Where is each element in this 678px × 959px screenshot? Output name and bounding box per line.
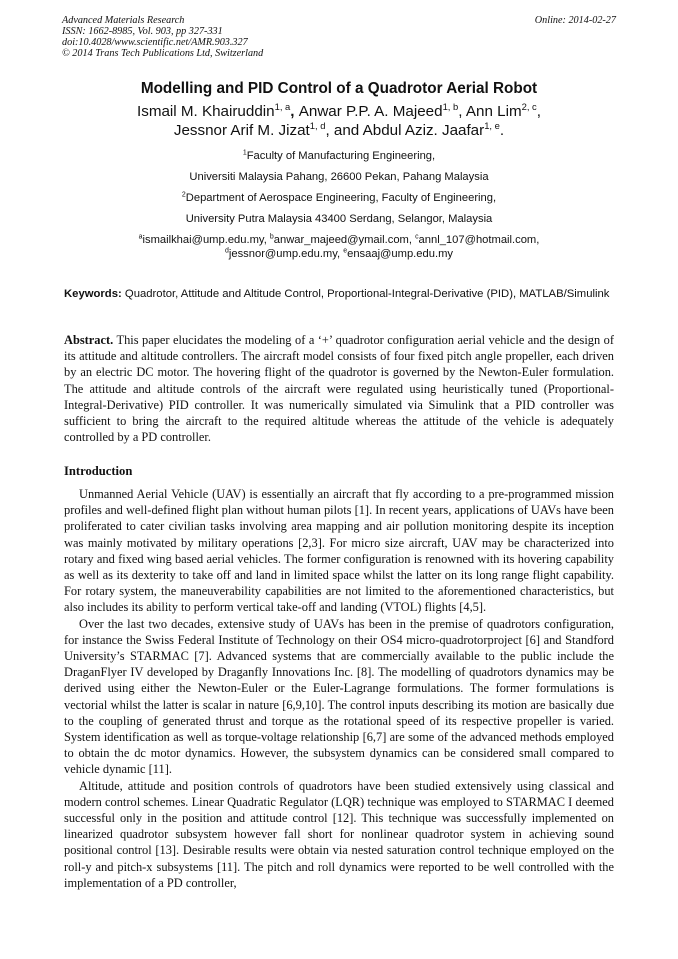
keywords (64, 287, 614, 301)
author-line-1 (0, 102, 678, 121)
author-sep: , (536, 103, 541, 120)
email-list: $^a$ismailkhai@ump.edu.my, $^b$anwar_majeed@ymail.com, $^c$annl_107@hotmail.com, $^d$jessnor@ump.edu.my, $^e$ensaaj@ump.edu.my (138, 233, 540, 260)
author-name: Anwar P.P. A. Majeed (298, 103, 443, 120)
abstract-text: This paper elucidates the modeling of a ‘+’ quadrotor configuration aerial vehicle and the design of its attitude and altitude controllers. The aircraft model consists of four fixed pitch angle propeller, each driven by an electric DC motor. The hovering flight of the quadrotor is governed by the Newton-Euler formulation. The attitude and altitude controls of the aircraft were regulated using heuristically tuned (Proportional-Integral-Derivative) PID controller. It was numerically simulated via Simulink that a PID controller was sufficient to bring the aircraft to the required altitude whereas the attitude of the vehicle is adequately controlled by a PD controller. (64, 333, 614, 445)
doi-line: doi:10.4028/www.scientific.net/AMR.903.327 (62, 37, 248, 48)
journal-header (62, 15, 616, 59)
email-link[interactable]: ismailkhai@ump.edu.my (142, 234, 264, 246)
author-name: Ismail M. Khairuddin (137, 103, 275, 120)
email-link[interactable]: annl_107@hotmail.com (418, 234, 537, 246)
affiliation-1-line-2: Universiti Malaysia Pahang, 26600 Pekan, Pahang Malaysia (189, 171, 489, 183)
author-name: Ann Lim (465, 103, 522, 120)
author-sep: , (458, 103, 466, 120)
abstract-label: Abstract. (64, 333, 114, 347)
affiliation-1-line-1: $^1$Faculty of Manufacturing Engineering, (242, 149, 436, 162)
author-sep: , and (325, 122, 363, 139)
author-sep: . (499, 122, 505, 139)
online-date: Online: 2014-02-27 (534, 15, 616, 26)
paragraph: Unmanned Aerial Vehicle (UAV) is essentially an aircraft that fly according to a pre-programmed mission profiles and well-defined flight plan without human pilots [1]. In recent years, applications of UAVs have been proliferated to cater civilian tasks involving area mapping and air pollution monitoring despite its inception was mainly motivated by military operations [2,3]. For micro size aircraft, UAV may be characterized into rotary and fixed wing based aerial vehicles. The former configuration is renowned with its hovering capability as well as its dexterity to take off and land in limited space whilst the latter on its long range flight capability. For rotary system, the maneuverability capabilities are not limited to the aforementioned characteristics, but also includes its ability to perform vertical take-off and landing (VTOL) flights [4,5]. (64, 487, 614, 615)
affiliation-2-line-2: University Putra Malaysia 43400 Serdang, Selangor, Malaysia (185, 213, 493, 225)
affiliation-sup: 1 (242, 149, 247, 157)
author-sup: 1, d (309, 119, 326, 131)
paragraph: Over the last two decades, extensive study of UAVs has been in the premise of quadrotors configuration, for instance the Swiss Federal Institute of Technology on their OS4 micro-quadrotorproject [6] and Standford University’s STARMAC [7]. Advanced systems that are commercially available to the public include the DraganFlyer IV developed by Draganfly Innovations Inc. [8]. The modelling of quadrotors dynamics may be derived using either the Newton-Euler or the Euler-Lagrange formulations. The former formulations is vectorial whilst the latter is scalar in nature [6,9,10]. The control inputs describing its motion are basically due to the coupling of generated thrust and torque as the rotational speed of its respective propeller is varied. System identification as well as torque-voltage relationship [6,7] are some of the advanced methods employed to obtain the dc motor dynamics. However, the subsystem dynamics can be considered small compared to vehicle dynamic [11]. (64, 616, 614, 777)
author-list (0, 102, 678, 140)
author-sup: 2, c (521, 100, 537, 112)
author-sup: 1, a (274, 100, 291, 112)
author-sep: , (290, 103, 299, 120)
email-link[interactable]: jessnor@ump.edu.my (228, 248, 338, 260)
keywords-text: Quadrotor, Attitude and Altitude Control, Proportional-Integral-Derivative (PID), MATLAB/Simulink (124, 288, 610, 300)
copyright-line: © 2014 Trans Tech Publications Ltd, Switzerland (62, 48, 264, 59)
introduction-body (64, 486, 614, 891)
email-link[interactable]: anwar_majeed@ymail.com (273, 234, 409, 246)
paragraph: Altitude, attitude and position controls of quadrotors have been studied extensively using classical and modern control schemes. Linear Quadratic Regulator (LQR) technique was employed to STARMAC I deemed successful only in the position and attitude control [12]. This technique was successfully implemented on linearized quadrotor subsystem however fall short for nonlinear quadrotor system in achieving sound positional control [13]. Desirable results were obtain via nested saturation control technique employed on the roll-y and pitch-x subsystems [11]. The pitch and roll dynamics were reported to be well controlled with the implementation of a PD controller, (64, 778, 614, 890)
author-sup: 1, e (484, 119, 500, 131)
affiliation-2-line-1: $^2$Department of Aerospace Engineering, Faculty of Engineering, (181, 191, 497, 204)
issn-line: ISSN: 1662-8985, Vol. 903, pp 327-331 (62, 26, 223, 37)
introduction-heading: Introduction (64, 464, 133, 478)
affiliation-sup: 2 (181, 191, 186, 199)
author-line-2 (0, 121, 678, 140)
author-name: Jessnor Arif M. Jizat (173, 122, 310, 139)
author-name: Abdul Aziz. Jaafar (362, 122, 485, 139)
email-link[interactable]: ensaaj@ump.edu.my (347, 248, 453, 260)
paper-title: Modelling and PID Control of a Quadrotor Aerial Robot (140, 80, 538, 97)
keywords-label: Keywords: (64, 288, 122, 300)
journal-name: Advanced Materials Research (62, 15, 185, 26)
abstract (64, 332, 614, 445)
author-sup: 1, b (442, 100, 459, 112)
